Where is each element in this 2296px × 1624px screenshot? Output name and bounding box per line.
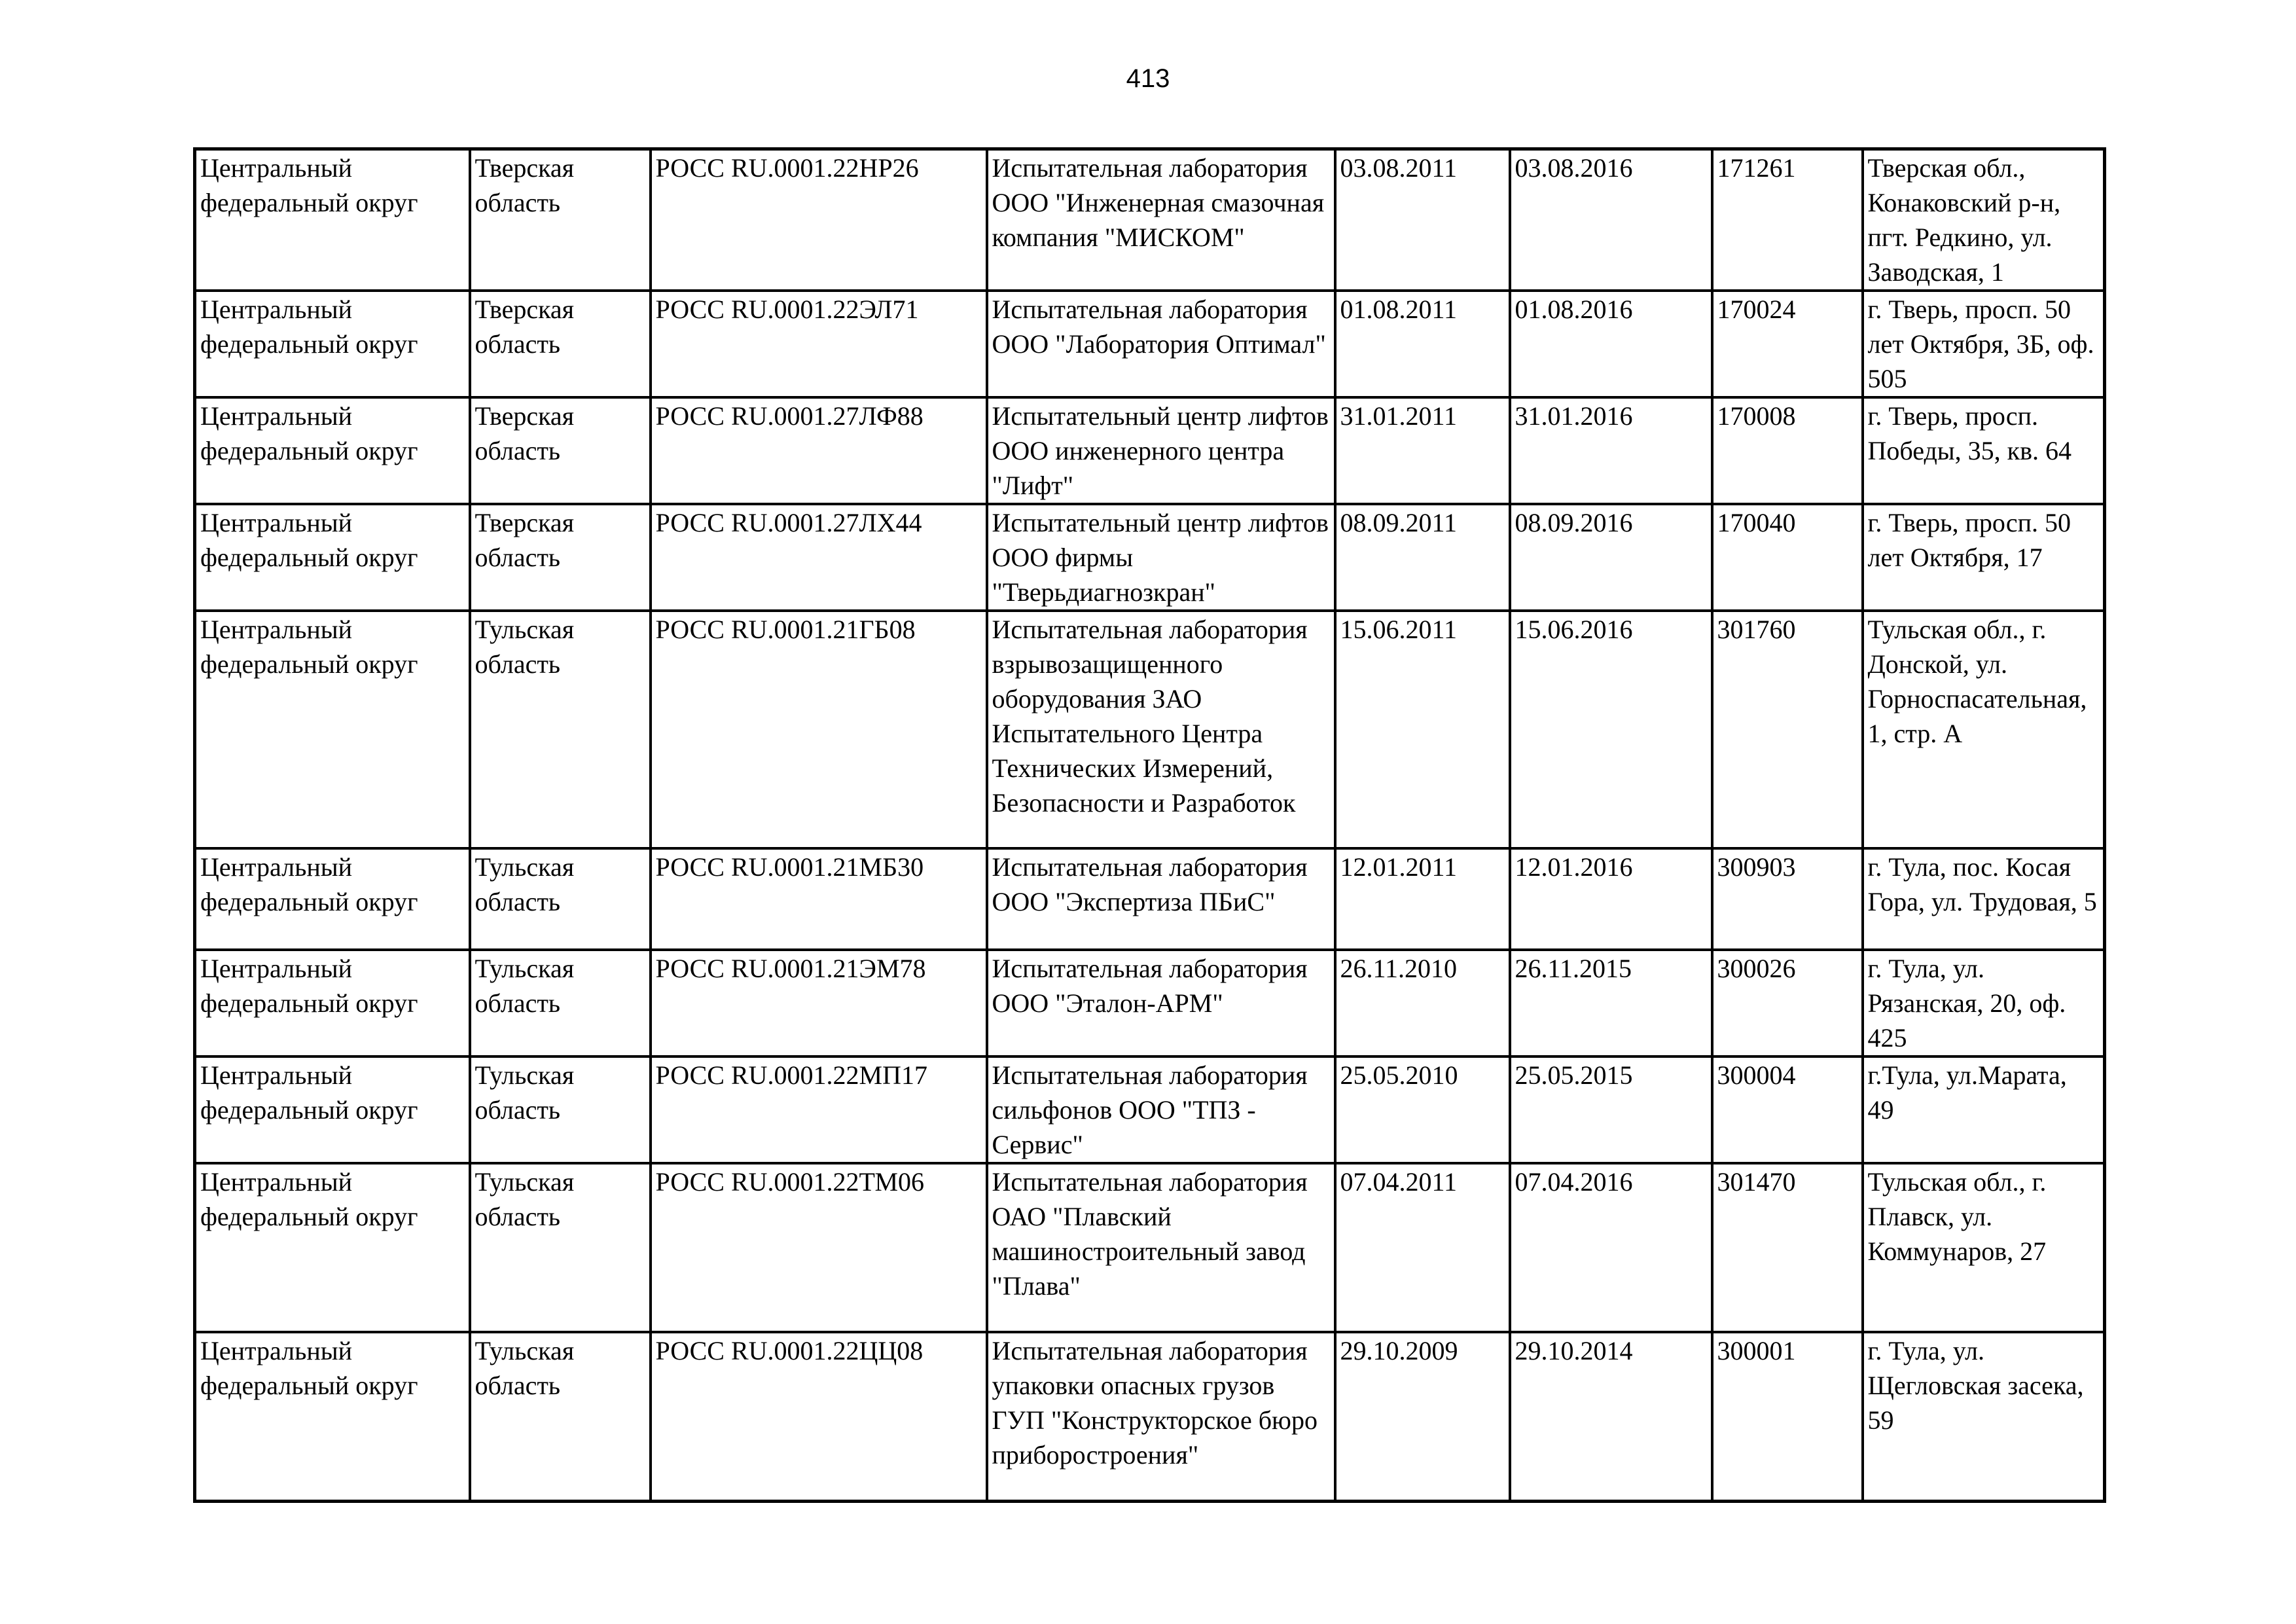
issue-date-cell: 12.01.2011 [1335,848,1510,950]
postal-code-cell: 300903 [1712,848,1863,950]
expiry-date-cell: 07.04.2016 [1510,1163,1712,1332]
region-cell: Тверская область [470,504,651,611]
issue-date-cell: 15.06.2011 [1335,611,1510,848]
address-cell: г. Тверь, просп. 50 лет Октября, 17 [1863,504,2105,611]
postal-code-cell: 301760 [1712,611,1863,848]
issue-date-cell: 01.08.2011 [1335,291,1510,397]
address-cell: Тульская обл., г. Плавск, ул. Коммунаров, 27 [1863,1163,2105,1332]
table-row [195,397,2105,504]
address-cell: г. Тула, ул. Щегловская засека, 59 [1863,1332,2105,1501]
table-row [195,1163,2105,1332]
expiry-date-cell: 31.01.2016 [1510,397,1712,504]
district-cell: Центральный федеральный округ [195,1163,470,1332]
region-cell: Тульская область [470,1163,651,1332]
district-cell: Центральный федеральный округ [195,1332,470,1501]
region-cell: Тульская область [470,1332,651,1501]
certificate-number-cell: РОСС RU.0001.27ЛФ88 [651,397,987,504]
postal-code-cell: 300004 [1712,1056,1863,1163]
laboratory-name-cell: Испытательная лаборатория ООО "Эталон-АРМ" [987,950,1335,1056]
address-cell: г. Тула, пос. Косая Гора, ул. Трудовая, 5 [1863,848,2105,950]
table-row [195,848,2105,950]
table-row [195,1056,2105,1163]
laboratory-name-cell: Испытательный центр лифтов ООО фирмы "Тверьдиагнозкран" [987,504,1335,611]
table-row [195,1332,2105,1501]
laboratory-name-cell: Испытательная лаборатория ООО "Экспертиза ПБиС" [987,848,1335,950]
expiry-date-cell: 08.09.2016 [1510,504,1712,611]
expiry-date-cell: 12.01.2016 [1510,848,1712,950]
table-row [195,950,2105,1056]
expiry-date-cell: 25.05.2015 [1510,1056,1712,1163]
laboratory-name-cell: Испытательная лаборатория взрывозащищенного оборудования ЗАО Испытательного Центра Технических Измерений, Безопасности и Разработок [987,611,1335,848]
address-cell: Тульская обл., г. Донской, ул. Горноспасательная, 1, стр. А [1863,611,2105,848]
postal-code-cell: 171261 [1712,149,1863,291]
region-cell: Тульская область [470,1056,651,1163]
address-cell: г. Тверь, просп. 50 лет Октября, 3Б, оф. 505 [1863,291,2105,397]
district-cell: Центральный федеральный округ [195,291,470,397]
certificate-number-cell: РОСС RU.0001.22МП17 [651,1056,987,1163]
district-cell: Центральный федеральный округ [195,1056,470,1163]
issue-date-cell: 03.08.2011 [1335,149,1510,291]
postal-code-cell: 300026 [1712,950,1863,1056]
table-row [195,149,2105,291]
certificate-number-cell: РОСС RU.0001.22НР26 [651,149,987,291]
postal-code-cell: 170040 [1712,504,1863,611]
region-cell: Тульская область [470,611,651,848]
table-row [195,504,2105,611]
postal-code-cell: 170024 [1712,291,1863,397]
table-row [195,611,2105,848]
district-cell: Центральный федеральный округ [195,149,470,291]
postal-code-cell: 300001 [1712,1332,1863,1501]
expiry-date-cell: 29.10.2014 [1510,1332,1712,1501]
laboratory-name-cell: Испытательная лаборатория сильфонов ООО "ТПЗ - Сервис" [987,1056,1335,1163]
address-cell: г. Тверь, просп. Победы, 35, кв. 64 [1863,397,2105,504]
district-cell: Центральный федеральный округ [195,950,470,1056]
laboratory-name-cell: Испытательная лаборатория ОАО "Плавский машиностроительный завод "Плава" [987,1163,1335,1332]
district-cell: Центральный федеральный округ [195,397,470,504]
issue-date-cell: 29.10.2009 [1335,1332,1510,1501]
laboratory-name-cell: Испытательная лаборатория ООО "Инженерная смазочная компания "МИСКОМ" [987,149,1335,291]
address-cell: Тверская обл., Конаковский р-н, пгт. Редкино, ул. Заводская, 1 [1863,149,2105,291]
certificate-number-cell: РОСС RU.0001.21ЭМ78 [651,950,987,1056]
laboratory-name-cell: Испытательная лаборатория ООО "Лаборатория Оптимал" [987,291,1335,397]
issue-date-cell: 25.05.2010 [1335,1056,1510,1163]
page-number: 413 [1126,64,1170,93]
region-cell: Тверская область [470,291,651,397]
region-cell: Тверская область [470,397,651,504]
registry-table [193,147,2106,1503]
address-cell: г. Тула, ул. Рязанская, 20, оф. 425 [1863,950,2105,1056]
table-row [195,291,2105,397]
expiry-date-cell: 15.06.2016 [1510,611,1712,848]
laboratory-name-cell: Испытательная лаборатория упаковки опасных грузов ГУП "Конструкторское бюро приборостроения" [987,1332,1335,1501]
region-cell: Тульская область [470,950,651,1056]
postal-code-cell: 301470 [1712,1163,1863,1332]
expiry-date-cell: 01.08.2016 [1510,291,1712,397]
issue-date-cell: 08.09.2011 [1335,504,1510,611]
address-cell: г.Тула, ул.Марата, 49 [1863,1056,2105,1163]
district-cell: Центральный федеральный округ [195,504,470,611]
certificate-number-cell: РОСС RU.0001.21ГБ08 [651,611,987,848]
region-cell: Тульская область [470,848,651,950]
region-cell: Тверская область [470,149,651,291]
expiry-date-cell: 03.08.2016 [1510,149,1712,291]
certificate-number-cell: РОСС RU.0001.27ЛХ44 [651,504,987,611]
certificate-number-cell: РОСС RU.0001.22ТМ06 [651,1163,987,1332]
issue-date-cell: 26.11.2010 [1335,950,1510,1056]
issue-date-cell: 31.01.2011 [1335,397,1510,504]
district-cell: Центральный федеральный округ [195,611,470,848]
expiry-date-cell: 26.11.2015 [1510,950,1712,1056]
certificate-number-cell: РОСС RU.0001.21МБ30 [651,848,987,950]
district-cell: Центральный федеральный округ [195,848,470,950]
certificate-number-cell: РОСС RU.0001.22ЦЦ08 [651,1332,987,1501]
laboratory-name-cell: Испытательный центр лифтов ООО инженерного центра "Лифт" [987,397,1335,504]
registry-body [195,149,2105,1502]
postal-code-cell: 170008 [1712,397,1863,504]
certificate-number-cell: РОСС RU.0001.22ЭЛ71 [651,291,987,397]
issue-date-cell: 07.04.2011 [1335,1163,1510,1332]
